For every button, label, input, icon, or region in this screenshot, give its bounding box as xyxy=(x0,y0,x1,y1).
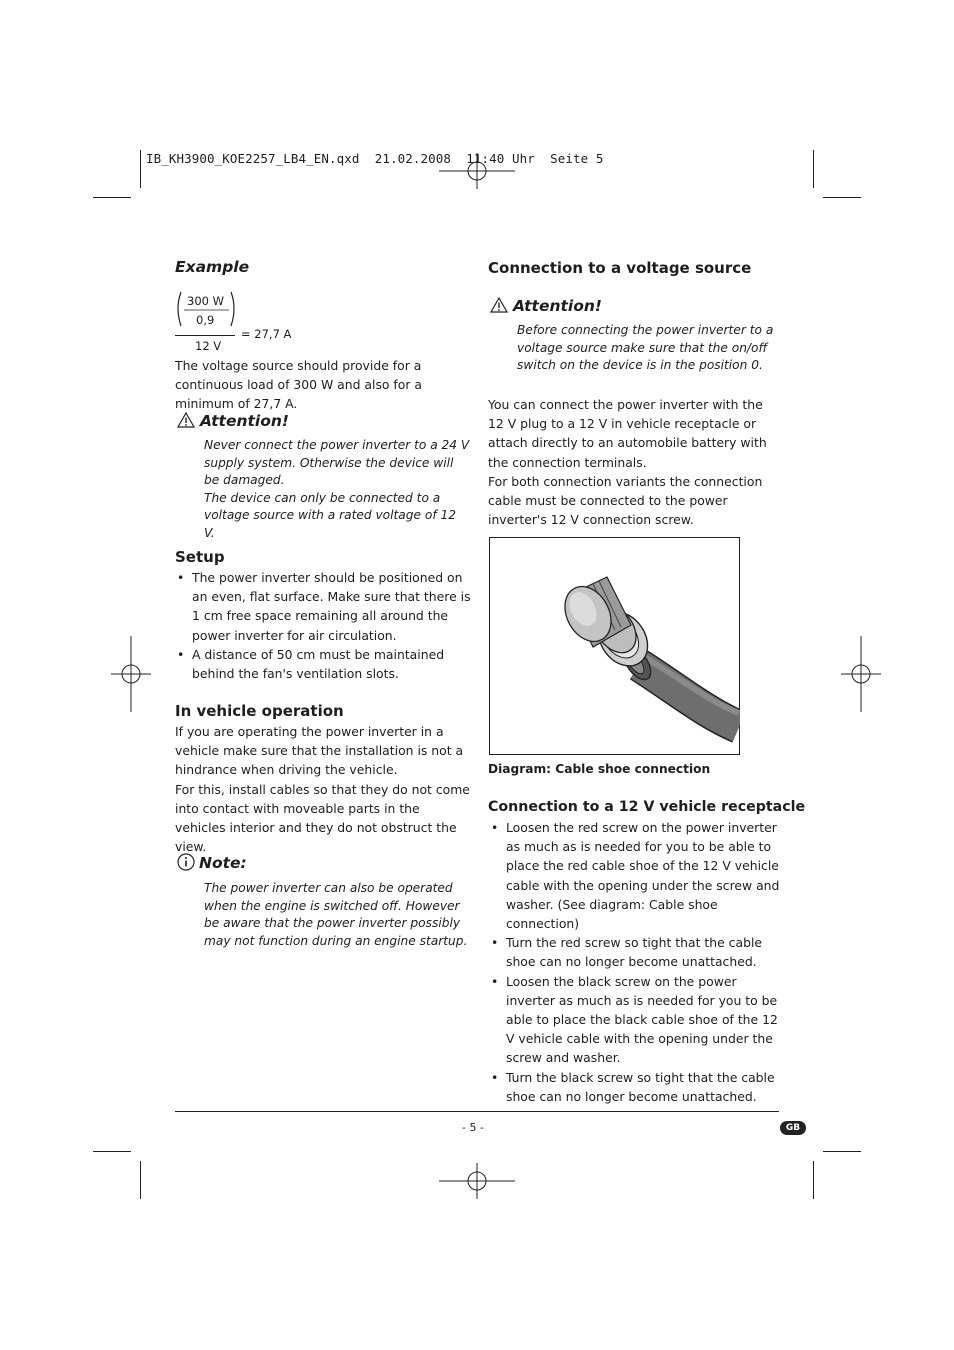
crop-mark xyxy=(813,150,814,188)
attention-text: Never connect the power inverter to a 24 V supply system. Otherwise the device will be damaged. xyxy=(204,438,470,488)
registration-mark-icon xyxy=(439,133,515,209)
formula-result: = 27,7 A xyxy=(241,327,292,341)
vehicle-text: If you are operating the power inverter in a vehicle make sure that the installation is not a hindrance when driving the vehicle. xyxy=(175,724,464,778)
attention-heading xyxy=(177,412,289,430)
example-text: The voltage source should provide for a continuous load of 300 W and also for a minimum of 27,7 A. xyxy=(175,358,422,412)
formula-divisor: 0,9 xyxy=(196,313,215,327)
receptacle-heading: Connection to a 12 V vehicle receptacle xyxy=(488,799,806,815)
setup-heading: Setup xyxy=(175,548,225,566)
registration-mark-icon xyxy=(93,636,169,712)
example-heading: Example xyxy=(175,258,250,276)
footer-rule xyxy=(175,1111,779,1112)
attention-text: Before connecting the power inverter to a voltage source make sure that the on/off switch on the device is in the position 0. xyxy=(517,323,774,373)
crop-mark xyxy=(813,1161,814,1199)
crop-mark xyxy=(140,1161,141,1199)
diagram-caption: Diagram: Cable shoe connection xyxy=(488,762,711,776)
attention-text: The device can only be connected to a voltage source with a rated voltage of 12 V. xyxy=(204,490,457,540)
crop-mark xyxy=(823,1151,861,1152)
registration-mark-icon xyxy=(439,1143,515,1219)
vehicle-operation-heading: In vehicle operation xyxy=(175,702,344,720)
list-item: • Loosen the red screw on the power inverter as much as is needed for you to be able to place the red cable shoe of the 12 V vehicle cable with the opening under the screw and washer. (See diagram: Cable shoe connection) xyxy=(489,818,780,933)
connection-heading: Connection to a voltage source xyxy=(488,259,752,277)
cable-shoe-diagram xyxy=(489,537,740,755)
note-label: Note: xyxy=(199,854,247,872)
registration-mark-icon xyxy=(823,636,899,712)
list-item: • Turn the red screw so tight that the cable shoe can no longer become unattached. xyxy=(489,933,780,971)
crop-mark xyxy=(823,197,861,198)
formula-denominator: 12 V xyxy=(195,339,222,353)
print-header: IB_KH3900_KOE2257_LB4_EN.qxd 21.02.2008 11:40 Uhr Seite 5 xyxy=(146,151,604,166)
crop-mark xyxy=(140,150,141,188)
body-text: For both connection variants the connection cable must be connected to the power inverter's 12 V connection screw. xyxy=(488,473,763,528)
vehicle-text: For this, install cables so that they do not come into contact with moveable parts in the vehicles interior and they do not obstruct the view. xyxy=(175,781,470,855)
info-icon xyxy=(177,853,195,871)
crop-mark xyxy=(93,197,131,198)
crop-mark xyxy=(93,1151,131,1152)
list-item: • Turn the black screw so tight that the cable shoe can no longer become unattached. xyxy=(489,1068,780,1106)
setup-list xyxy=(175,568,471,683)
receptacle-list xyxy=(489,818,780,1106)
attention-heading xyxy=(490,297,602,315)
warning-icon xyxy=(177,412,195,428)
body-text: You can connect the power inverter with the 12 V plug to a 12 V in vehicle receptacle or attach directly to an automobile battery with the connection terminals. xyxy=(488,397,767,470)
formula xyxy=(175,290,305,360)
attention-label: Attention! xyxy=(200,412,289,430)
formula-numerator: 300 W xyxy=(187,294,224,308)
country-badge: GB xyxy=(780,1121,806,1135)
warning-icon xyxy=(490,297,508,313)
fraction-line xyxy=(175,335,235,336)
note-heading xyxy=(177,853,247,872)
note-text: The power inverter can also be operated when the engine is switched off. However be aware that the power inverter possibly may not function during an engine startup. xyxy=(204,881,468,948)
list-item: • The power inverter should be positioned on an even, flat surface. Make sure that there is 1 cm free space remaining all around the power inverter for air circulation. xyxy=(175,568,471,645)
list-item: • Loosen the black screw on the power inverter as much as is needed for you to be able to place the black cable shoe of the 12 V vehicle cable with the opening under the screw and washer. xyxy=(489,972,780,1068)
page-number: - 5 - xyxy=(462,1121,484,1134)
list-item: • A distance of 50 cm must be maintained behind the fan's ventilation slots. xyxy=(175,645,471,683)
attention-label: Attention! xyxy=(513,297,602,315)
